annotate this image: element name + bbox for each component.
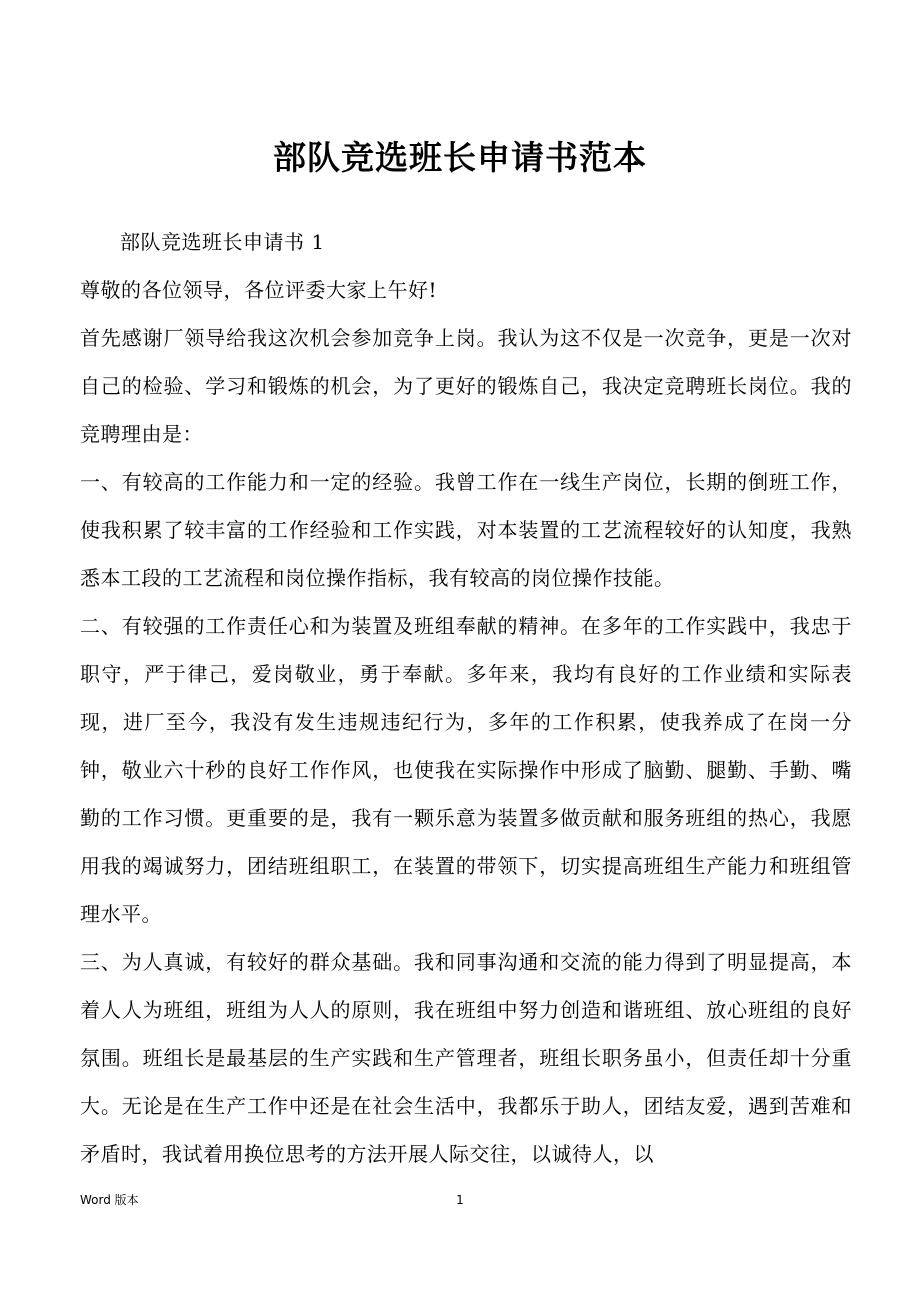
document-body [80, 218, 852, 1178]
reason-two-paragraph: 二、有较强的工作责任心和为装置及班组奉献的精神。在多年的工作实践中，我忠于职守，严于律己，爱岗敬业，勇于奉献。多年来，我均有良好的工作业绩和实际表现，进厂至今，我没有发生违规违纪行为，多年的工作积累，使我养成了在岗一分钟，敬业六十秒的良好工作作风，也使我在实际操作中形成了脑勤、腿勤、手勤、嘴勤的工作习惯。更重要的是，我有一颗乐意为装置多做贡献和服务班组的热心，我愿用我的竭诚努力，团结班组职工，在装置的带领下，切实提高班组生产能力和班组管理水平。 [80, 614, 852, 926]
document-title: 部队竞选班长申请书范本 [273, 138, 647, 177]
intro-paragraph: 首先感谢厂领导给我这次机会参加竞争上岗。我认为这不仅是一次竞争，更是一次对自己的检验、学习和锻炼的机会，为了更好的锻炼自己，我决定竞聘班长岗位。我的竞聘理由是： [80, 326, 852, 446]
section-heading: 部队竞选班长申请书 1 [120, 230, 325, 254]
footer-page-number: 1 [456, 1193, 464, 1207]
salutation-paragraph: 尊敬的各位领导，各位评委大家上午好! [80, 278, 438, 302]
footer-word-version: Word 版本 [80, 1193, 139, 1207]
reason-one-paragraph: 一、有较高的工作能力和一定的经验。我曾工作在一线生产岗位，长期的倒班工作，使我积累了较丰富的工作经验和工作实践，对本装置的工艺流程较好的认知度，我熟悉本工段的工艺流程和岗位操作指标，我有较高的岗位操作技能。 [80, 470, 852, 590]
reason-three-paragraph: 三、为人真诚，有较好的群众基础。我和同事沟通和交流的能力得到了明显提高，本着人人为班组，班组为人人的原则，我在班组中努力创造和谐班组、放心班组的良好氛围。班组长是最基层的生产实践和生产管理者，班组长职务虽小，但责任却十分重大。无论是在生产工作中还是在社会生活中，我都乐于助人，团结友爱，遇到苦难和矛盾时，我试着用换位思考的方法开展人际交往，以诚待人，以 [80, 950, 852, 1166]
